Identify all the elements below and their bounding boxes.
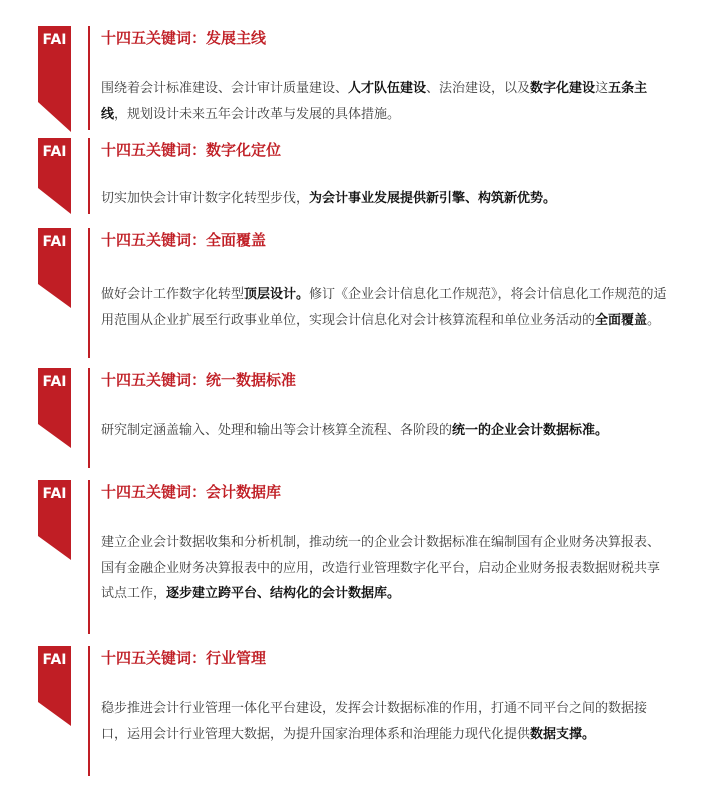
- body-text: 修订《企业会计信息化工作规范》，将会计信息化工作规范的适用范围从企业扩展至行政事业单位，实现会计信息化对会计核算流程和单位业务活动的: [101, 287, 667, 328]
- section-paragraph: [101, 418, 669, 444]
- accent-divider: [88, 646, 90, 776]
- fai-badge: [38, 26, 71, 132]
- section-paragraph: [101, 282, 669, 333]
- emphasis-text: 统一的企业会计数据标准。: [452, 423, 609, 438]
- fai-badge: [38, 138, 71, 214]
- fai-badge: [38, 480, 71, 560]
- body-text: 稳步推进会计行业管理一体化平台建设，发挥会计数据标准的作用，打通不同平台之间的数据接口，运用会计行业管理大数据，为提升国家治理体系和治理能力现代化提供: [101, 701, 648, 742]
- emphasis-text: 全面覆盖: [595, 312, 648, 328]
- badge-label: FAI: [42, 374, 67, 390]
- section-title: 十四五关键词：会计数据库: [101, 483, 282, 501]
- accent-divider: [88, 228, 90, 358]
- fai-badge: [38, 646, 71, 726]
- accent-divider: [88, 138, 90, 214]
- badge-label: FAI: [42, 234, 67, 250]
- body-text: 建立企业会计数据收集和分析机制，推动统一的企业会计数据标准在编制国有企业财务决算报表、国有金融企业财务决算报表中的应用，改造行业管理数字化平台，启动企业财务报表数据财税共享试点工作，: [101, 535, 661, 601]
- fai-badge: [38, 228, 71, 308]
- section-title: 十四五关键词：统一数据标准: [101, 371, 297, 389]
- accent-divider: [88, 368, 90, 468]
- body-text: 做好会计工作数字化转型: [101, 287, 245, 302]
- body-text: 、法治建设，以及: [426, 81, 531, 96]
- badge-label: FAI: [42, 486, 67, 502]
- section-paragraph: [101, 76, 669, 127]
- body-text: ，规划设计未来五年会计改革与发展的具体措施。: [114, 106, 401, 122]
- emphasis-text: 数字化建设: [530, 81, 596, 96]
- emphasis-text: 顶层设计。: [244, 287, 310, 302]
- section-paragraph: [101, 530, 669, 607]
- emphasis-text: 数据支撑。: [530, 726, 596, 742]
- emphasis-text: 五条主线: [101, 81, 648, 122]
- body-text: 这: [595, 81, 609, 96]
- badge-label: FAI: [42, 652, 67, 668]
- emphasis-text: 人才队伍建设: [348, 81, 427, 96]
- fai-badge: [38, 368, 71, 448]
- emphasis-text: 逐步建立跨平台、结构化的会计数据库。: [166, 586, 401, 601]
- section-title: 十四五关键词：发展主线: [101, 29, 267, 47]
- section-title: 十四五关键词：全面覆盖: [101, 231, 267, 249]
- section-title: 十四五关键词：行业管理: [101, 649, 267, 667]
- emphasis-text: 为会计事业发展提供新引擎、构筑新优势。: [309, 191, 557, 206]
- badge-label: FAI: [42, 32, 67, 48]
- body-text: 研究制定涵盖输入、处理和输出等会计核算全流程、各阶段的: [101, 423, 453, 438]
- section-title: 十四五关键词：数字化定位: [101, 141, 282, 159]
- section-paragraph: [101, 696, 669, 747]
- body-text: 切实加快会计审计数字化转型步伐，: [101, 191, 310, 206]
- body-text: 围绕着会计标准建设、会计审计质量建设、: [101, 81, 349, 96]
- body-text: 。: [647, 312, 661, 328]
- section-paragraph: [101, 186, 669, 212]
- badge-label: FAI: [42, 144, 67, 160]
- accent-divider: [88, 26, 90, 130]
- accent-divider: [88, 480, 90, 634]
